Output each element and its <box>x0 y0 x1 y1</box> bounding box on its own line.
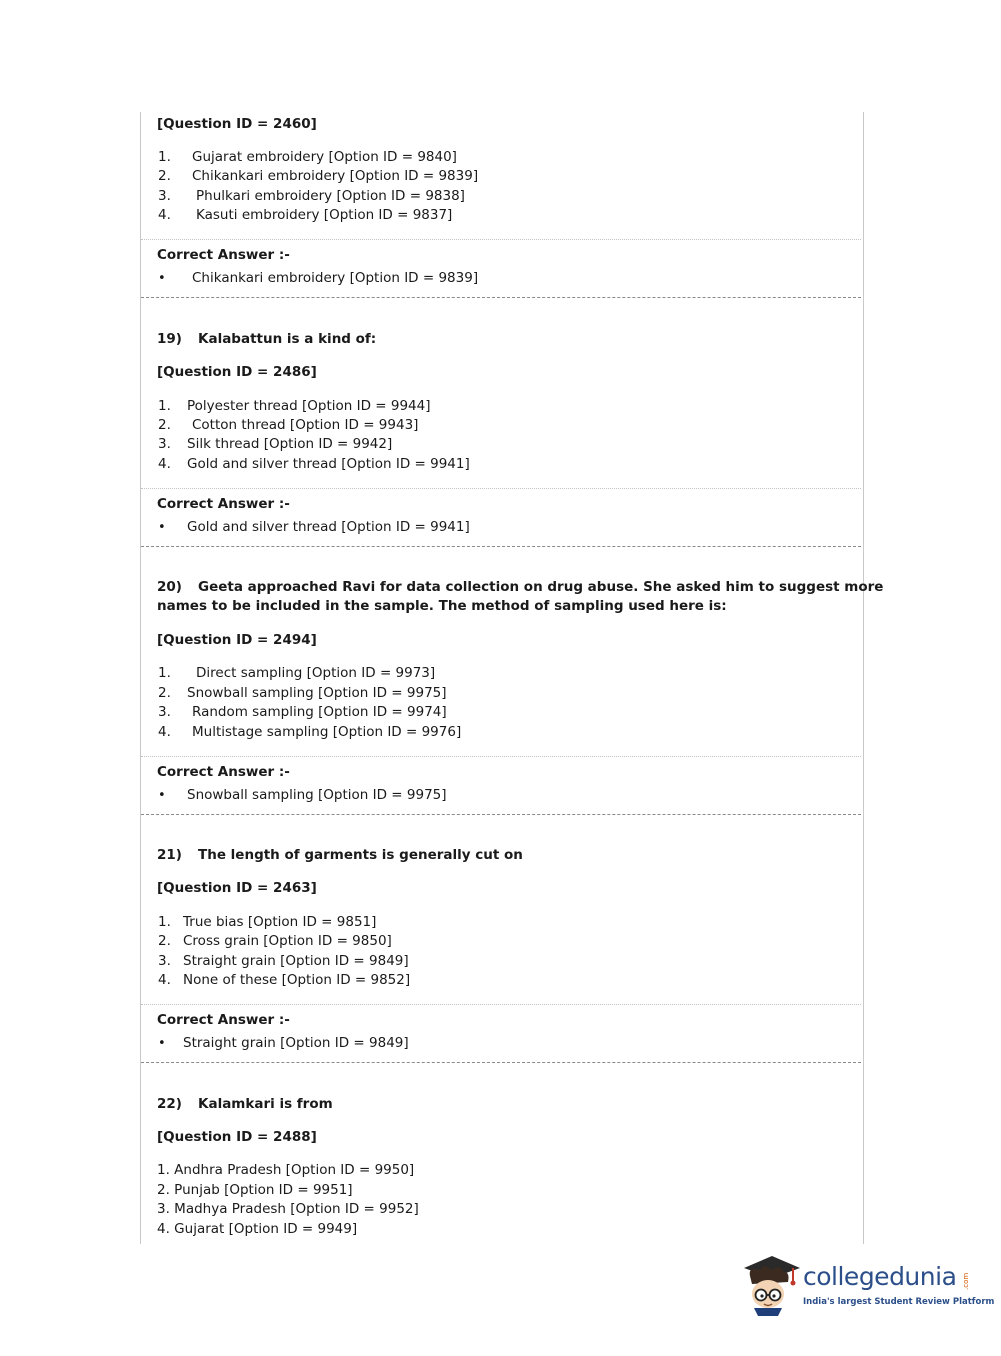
option-text: Random sampling [Option ID = 9974] <box>192 704 447 720</box>
option-number: 2. <box>158 168 171 184</box>
option-text: Gold and silver thread [Option ID = 9941] <box>187 456 470 472</box>
option-number: 4. <box>158 207 171 223</box>
section-divider <box>141 546 861 547</box>
option-text: Direct sampling [Option ID = 9973] <box>196 665 436 681</box>
correct-answer: Chikankari embroidery [Option ID = 9839] <box>192 270 479 286</box>
brand-wordmark: collegedunia <box>803 1262 957 1291</box>
correct-answer-label: Correct Answer :- <box>157 247 290 263</box>
bullet: • <box>158 1036 166 1051</box>
option-number: 1. <box>158 665 171 681</box>
question-id: [Question ID = 2463] <box>157 880 317 896</box>
bullet: • <box>158 271 166 286</box>
question-text-line2: names to be included in the sample. The method of sampling used here is: <box>157 598 727 614</box>
option-text: 4. Gujarat [Option ID = 9949] <box>157 1221 358 1237</box>
question-text: The length of garments is generally cut on <box>198 847 523 863</box>
option-text: Cotton thread [Option ID = 9943] <box>192 417 419 433</box>
question-text-line1: Geeta approached Ravi for data collection on drug abuse. She asked him to suggest more <box>198 579 884 595</box>
divider <box>141 1004 861 1005</box>
option-text: Kasuti embroidery [Option ID = 9837] <box>196 207 453 223</box>
question-id: [Question ID = 2494] <box>157 632 317 648</box>
option-text: Cross grain [Option ID = 9850] <box>183 933 392 949</box>
question-text: Kalabattun is a kind of: <box>198 331 377 347</box>
option-number: 2. <box>158 417 171 433</box>
brand-tld: .com <box>962 1272 970 1290</box>
option-text: Gujarat embroidery [Option ID = 9840] <box>192 149 457 165</box>
correct-answer-label: Correct Answer :- <box>157 496 290 512</box>
section-divider <box>141 297 861 298</box>
option-number: 2. <box>158 685 171 701</box>
option-text: Phulkari embroidery [Option ID = 9838] <box>196 188 465 204</box>
bullet: • <box>158 520 166 535</box>
option-text: 1. Andhra Pradesh [Option ID = 9950] <box>157 1162 415 1178</box>
brand-tagline: India's largest Student Review Platform <box>803 1297 995 1307</box>
option-number: 4. <box>158 972 171 988</box>
option-number: 1. <box>158 914 171 930</box>
correct-answer-label: Correct Answer :- <box>157 1012 290 1028</box>
question-id: [Question ID = 2488] <box>157 1129 317 1145</box>
option-text: 2. Punjab [Option ID = 9951] <box>157 1182 353 1198</box>
question-id: [Question ID = 2486] <box>157 364 317 380</box>
option-text: Snowball sampling [Option ID = 9975] <box>187 685 447 701</box>
option-number: 4. <box>158 456 171 472</box>
option-text: None of these [Option ID = 9852] <box>183 972 411 988</box>
divider <box>141 239 861 240</box>
option-text: Straight grain [Option ID = 9849] <box>183 953 409 969</box>
option-text: Chikankari embroidery [Option ID = 9839] <box>192 168 479 184</box>
bullet: • <box>158 788 166 803</box>
question-text: Kalamkari is from <box>198 1096 333 1112</box>
question-number: 21) <box>157 847 182 863</box>
option-number: 4. <box>158 724 171 740</box>
correct-answer: Straight grain [Option ID = 9849] <box>183 1035 409 1051</box>
question-number: 20) <box>157 579 182 595</box>
option-number: 3. <box>158 704 171 720</box>
correct-answer: Gold and silver thread [Option ID = 9941] <box>187 519 470 535</box>
correct-answer: Snowball sampling [Option ID = 9975] <box>187 787 447 803</box>
mascot-icon <box>740 1250 802 1318</box>
option-number: 3. <box>158 188 171 204</box>
divider <box>141 756 861 757</box>
question-id: [Question ID = 2460] <box>157 116 317 132</box>
option-text: 3. Madhya Pradesh [Option ID = 9952] <box>157 1201 419 1217</box>
correct-answer-label: Correct Answer :- <box>157 764 290 780</box>
option-text: True bias [Option ID = 9851] <box>183 914 377 930</box>
section-divider <box>141 1062 861 1063</box>
question-number: 19) <box>157 331 182 347</box>
section-divider <box>141 814 861 815</box>
divider <box>141 488 861 489</box>
option-number: 2. <box>158 933 171 949</box>
option-number: 3. <box>158 953 171 969</box>
option-number: 1. <box>158 149 171 165</box>
option-text: Polyester thread [Option ID = 9944] <box>187 398 431 414</box>
option-number: 1. <box>158 398 171 414</box>
option-text: Silk thread [Option ID = 9942] <box>187 436 393 452</box>
option-text: Multistage sampling [Option ID = 9976] <box>192 724 462 740</box>
option-number: 3. <box>158 436 171 452</box>
question-number: 22) <box>157 1096 182 1112</box>
